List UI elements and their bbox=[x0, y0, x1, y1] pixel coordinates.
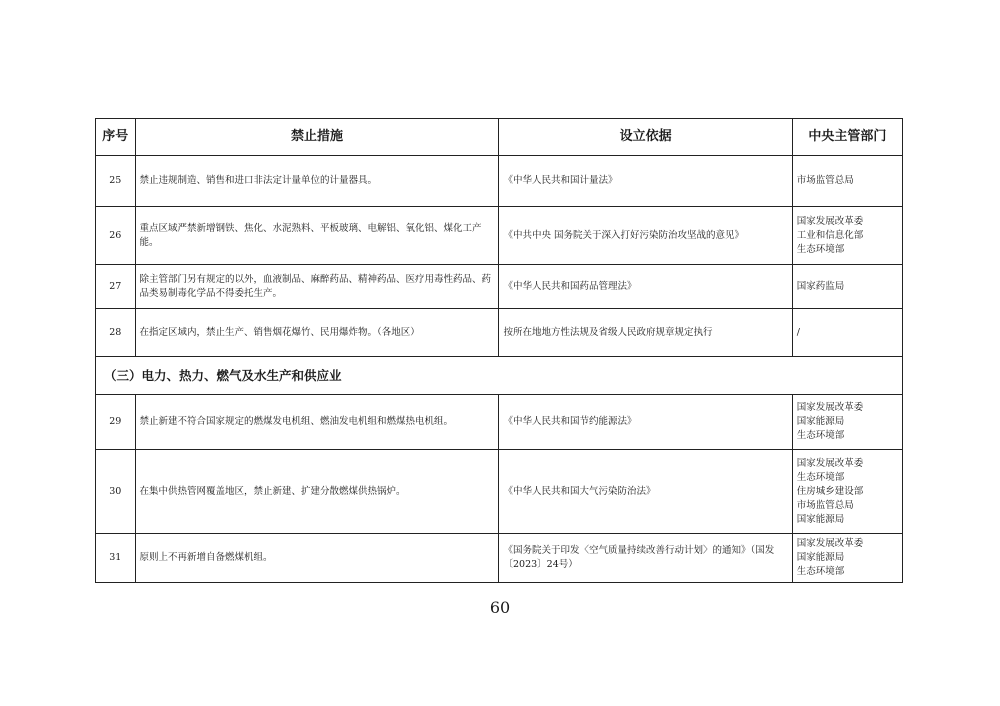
row-measure: 重点区域严禁新增钢铁、焦化、水泥熟料、平板玻璃、电解铝、氧化铝、煤化工产能。 bbox=[135, 207, 499, 265]
page-number: 60 bbox=[489, 598, 511, 617]
header-basis: 设立依据 bbox=[499, 119, 792, 156]
table-row bbox=[96, 309, 903, 357]
row-measure: 禁止违规制造、销售和进口非法定计量单位的计量器具。 bbox=[135, 156, 499, 207]
row-dept bbox=[792, 534, 902, 583]
row-dept bbox=[792, 450, 902, 534]
row-dept bbox=[792, 207, 902, 265]
section-row bbox=[96, 357, 903, 395]
table-row bbox=[96, 265, 903, 309]
dept-item: 生态环境部 bbox=[796, 430, 845, 441]
dept-item: 国家发展改革委 bbox=[796, 402, 864, 413]
row-basis: 《中华人民共和国药品管理法》 bbox=[499, 265, 792, 309]
table-row bbox=[96, 207, 903, 265]
table-row bbox=[96, 534, 903, 583]
row-measure: 在指定区域内，禁止生产、销售烟花爆竹、民用爆炸物。（各地区） bbox=[135, 309, 499, 357]
row-dept bbox=[792, 156, 902, 207]
table-row bbox=[96, 395, 903, 450]
dept-item: 市场监管总局 bbox=[796, 175, 854, 186]
dept-item: / bbox=[796, 326, 800, 338]
row-measure: 禁止新建不符合国家规定的燃煤发电机组、燃油发电机组和燃煤热电机组。 bbox=[135, 395, 499, 450]
row-no: 29 bbox=[96, 395, 136, 450]
dept-item: 国家能源局 bbox=[796, 513, 845, 525]
header-no: 序号 bbox=[96, 119, 136, 156]
dept-item: 国家发展改革委 bbox=[796, 457, 864, 469]
dept-item: 市场监管总局 bbox=[796, 499, 854, 511]
row-no: 30 bbox=[96, 450, 136, 534]
dept-item: 生态环境部 bbox=[796, 566, 845, 577]
row-measure: 除主管部门另有规定的以外，血液制品、麻醉药品、精神药品、医疗用毒性药品、药品类易制毒化学品不得委托生产。 bbox=[135, 265, 499, 309]
row-basis: 《中华人民共和国计量法》 bbox=[499, 156, 792, 207]
row-no: 28 bbox=[96, 309, 136, 357]
row-no: 27 bbox=[96, 265, 136, 309]
dept-item: 住房城乡建设部 bbox=[796, 485, 864, 497]
dept-item: 生态环境部 bbox=[796, 243, 845, 255]
dept-item: 国家发展改革委 bbox=[796, 215, 864, 227]
table-header-row bbox=[96, 119, 903, 156]
prohibition-table bbox=[95, 118, 903, 583]
row-basis: 《中华人民共和国节约能源法》 bbox=[499, 395, 792, 450]
row-basis: 《中华人民共和国大气污染防治法》 bbox=[499, 450, 792, 534]
table-row bbox=[96, 156, 903, 207]
row-basis: 按所在地地方性法规及省级人民政府规章规定执行 bbox=[499, 309, 792, 357]
section-title: （三）电力、热力、燃气及水生产和供应业 bbox=[96, 357, 903, 395]
dept-item: 国家药监局 bbox=[796, 280, 845, 292]
row-basis: 《国务院关于印发〈空气质量持续改善行动计划〉的通知》（国发〔2023〕24号） bbox=[499, 534, 792, 583]
dept-item: 国家能源局 bbox=[796, 416, 845, 427]
row-measure: 原则上不再新增自备燃煤机组。 bbox=[135, 534, 499, 583]
row-no: 25 bbox=[96, 156, 136, 207]
header-dept: 中央主管部门 bbox=[792, 119, 902, 156]
table-row bbox=[96, 450, 903, 534]
dept-item: 工业和信息化部 bbox=[796, 229, 864, 241]
header-measure: 禁止措施 bbox=[135, 119, 499, 156]
dept-item: 生态环境部 bbox=[796, 471, 845, 483]
row-no: 26 bbox=[96, 207, 136, 265]
row-no: 31 bbox=[96, 534, 136, 583]
row-dept bbox=[792, 265, 902, 309]
dept-item: 国家发展改革委 bbox=[796, 538, 864, 549]
dept-item: 国家能源局 bbox=[796, 552, 845, 563]
row-dept bbox=[792, 309, 902, 357]
row-dept bbox=[792, 395, 902, 450]
row-basis: 《中共中央 国务院关于深入打好污染防治攻坚战的意见》 bbox=[499, 207, 792, 265]
row-measure: 在集中供热管网覆盖地区，禁止新建、扩建分散燃煤供热锅炉。 bbox=[135, 450, 499, 534]
